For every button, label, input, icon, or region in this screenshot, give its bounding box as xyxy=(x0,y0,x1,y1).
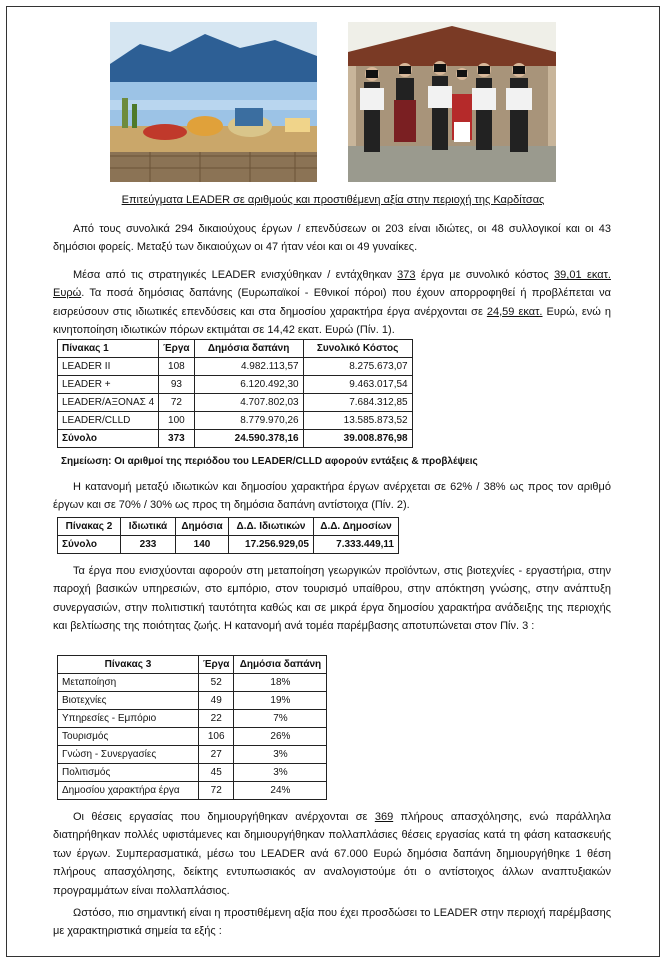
table-row: Γνώση - Συνεργασίες 27 3% xyxy=(58,746,327,764)
table-header-row: Πίνακας 3 Έργα Δημόσια δαπάνη xyxy=(58,656,327,674)
paragraph-added-value: Ωστόσο, πιο σημαντική είναι η προστιθέμενη αξία που έχει προσδώσει το LEADER στην περιοχή παρέμβασης με χαρακτηριστικά σημεία τα εξής : xyxy=(53,907,611,938)
table-total-row: Σύνολο 233 140 17.256.929,05 7.333.449,11 xyxy=(58,536,399,554)
paragraph-jobs: Οι θέσεις εργασίας που δημιουργήθηκαν ανέρχονται σε 369 πλήρους απασχόλησης, ενώ παράλληλα διατηρήθηκαν πολλές υφιστάμενες και δημιουργήθηκαν πολλαπλάσιες θέσεις εργασίας κατά τη φάση κατασκευής των έργων. Συμπερασματικά, μέσω του LEADER ανά 67.000 Ευρώ δημόσια δαπάνη δημιουργήθηκε 1 θέση πλήρους απασχόλησης, δείκτης εντυπωσιακός αν αναλογιστούμε ότι ο αντίστοιχος άλλων αναπτυξιακών προγραμμάτων είναι πολλαπλάσιος. xyxy=(53,811,611,897)
table-row: LEADER + 93 6.120.492,30 9.463.017,54 xyxy=(58,376,413,394)
table-row: Τουρισμός 106 26% xyxy=(58,728,327,746)
paragraph-distribution: Η κατανομή μεταξύ ιδιωτικών και δημοσίου χαρακτήρα έργων ανέρχεται σε 62% / 38% ως προς τον αριθμό έργων και σε 70% / 30% ως προς τη δημόσια δαπάνη αντίστοιχα (Πίν. 2). xyxy=(53,481,611,512)
table-2-private-public xyxy=(57,517,399,554)
paragraph-beneficiaries: Από τους συνολικά 294 δικαιούχους έργων / επενδύσεων οι 203 είναι ιδιώτες, οι 48 συλλογικοί και οι 43 δημόσιοι φορείς. Μεταξύ των δικαιούχων οι 47 ήταν νέοι και οι 49 γυναίκες. xyxy=(53,223,611,254)
traditional-costumes-photo xyxy=(348,22,556,182)
table-header-row: Πίνακας 2 Ιδιωτικά Δημόσια Δ.Δ. Ιδιωτικών Δ.Δ. Δημοσίων xyxy=(58,518,399,536)
table-row: Βιοτεχνίες 49 19% xyxy=(58,692,327,710)
table-row: Υπηρεσίες - Εμπόριο 22 7% xyxy=(58,710,327,728)
table-row: LEADER/CLLD 100 8.779.970,26 13.585.873,52 xyxy=(58,412,413,430)
section-caption: Επιτεύγματα LEADER σε αριθμούς και προστιθέμενη αξία στην περιοχή της Καρδίτσας xyxy=(121,194,545,206)
paragraph-projects-cost: Μέσα από τις στρατηγικές LEADER ενισχύθηκαν / εντάχθηκαν 373 έργα με συνολικό κόστος 39,01 εκατ. Ευρώ. Τα ποσά δημόσιας δαπάνης (Ευρωπαϊκοί - Εθνικοί πόροι) που έχουν απορροφηθεί ή προβλέπεται να εισρεύσουν στις ιδιωτικές επενδύσεις και στα δημοσίου χαρακτήρα έργα ανέρχονται σε 24,59 εκατ. Ευρώ, ενώ η κινητοποίηση ιδιωτικών πόρων εκτιμάται σε 14,42 εκατ. Ευρώ (Πίν. 1). xyxy=(53,269,611,337)
table-header-row: Πίνακας 1 Έργα Δημόσια δαπάνη Συνολικό Κόστος xyxy=(58,340,413,358)
table-total-row: Σύνολο 373 24.590.378,16 39.008.876,98 xyxy=(58,430,413,448)
table-3-sectors xyxy=(57,655,327,800)
table-1-leader-periods xyxy=(57,339,413,448)
table-row: Μεταποίηση 52 18% xyxy=(58,674,327,692)
table-row: LEADER/ΑΞΟΝΑΣ 4 72 4.707.802,03 7.684.312,85 xyxy=(58,394,413,412)
table-note: Σημείωση: Οι αριθμοί της περιόδου του LEADER/CLLD αφορούν εντάξεις & προβλέψεις xyxy=(61,456,478,467)
paragraph-sectors: Τα έργα που ενισχύονται αφορούν στη μεταποίηση γεωργικών προϊόντων, στις βιοτεχνίες - εργαστήρια, στην παροχή βασικών υπηρεσιών, στο εμπόριο, στον τουρισμό υπαίθρου, στην απόκτηση γνώσης, στην ανάπτυξη συνεργασιών, στην πολιτιστική ταυτότητα καθώς και σε μικρά έργα δημοσίου χαρακτήρα ανάδειξης της περιοχής και βελτίωσης της ποιότητας ζωής. Η κατανομή ανά τομέα παρέμβασης αποτυπώνεται στον Πίν. 3 : xyxy=(53,565,611,633)
table-row: Πολιτισμός 45 3% xyxy=(58,764,327,782)
table-row: Δημοσίου χαρακτήρα έργα 72 24% xyxy=(58,782,327,800)
table-row: LEADER II 108 4.982.113,57 8.275.673,07 xyxy=(58,358,413,376)
lake-products-photo xyxy=(110,22,317,182)
